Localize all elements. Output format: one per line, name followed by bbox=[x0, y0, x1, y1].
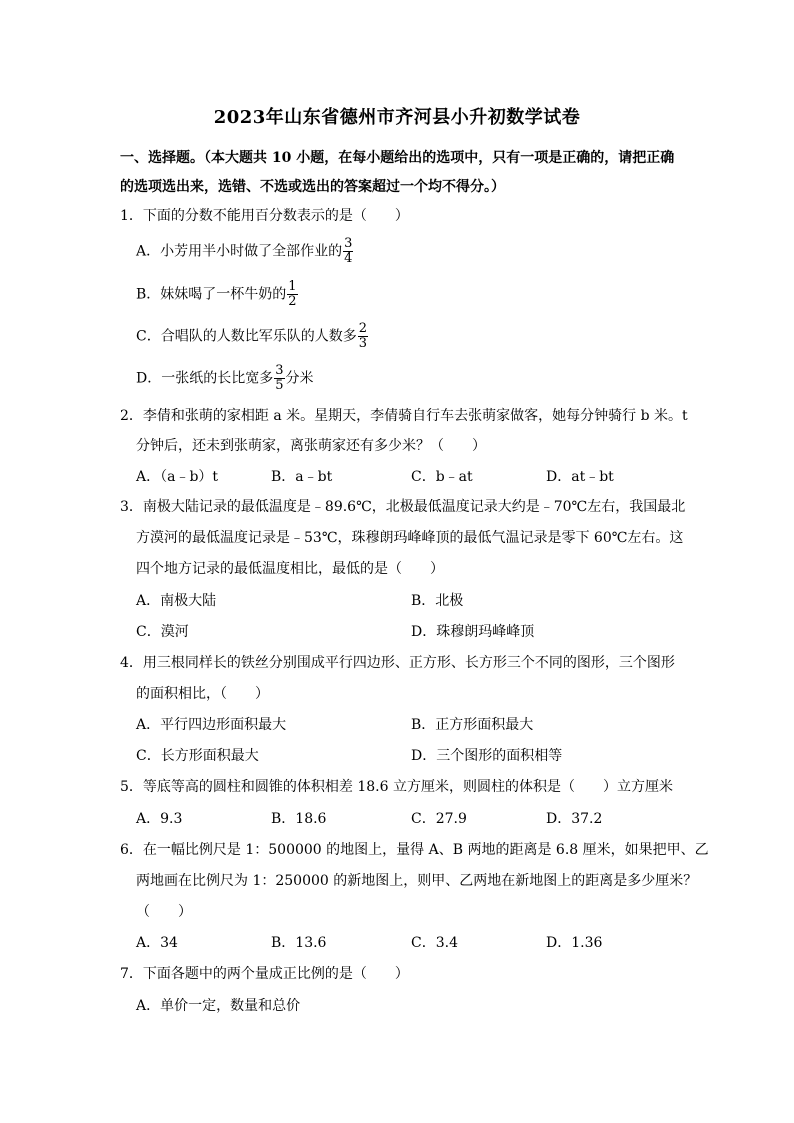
question-7-option-a: A．单价一定，数量和总价 bbox=[136, 998, 301, 1014]
option-text: C．合唱队的人数比军乐队的人数多 bbox=[136, 328, 357, 345]
fraction-denominator: 3 bbox=[358, 336, 367, 351]
question-6-option-d: D．1.36 bbox=[546, 935, 603, 951]
question-5-option-b: B．18.6 bbox=[271, 811, 327, 827]
fraction-numerator: 1 bbox=[288, 279, 297, 294]
fraction-numerator: 2 bbox=[358, 321, 367, 336]
question-7-line-1: 7．下面各题中的两个量成正比例的是（ ） bbox=[120, 966, 409, 982]
question-5-option-c: C．27.9 bbox=[411, 811, 467, 827]
question-2-option-a: A．（a﹣b）t bbox=[136, 469, 219, 485]
option-text: B．妹妹喝了一杯牛奶的 bbox=[136, 286, 287, 303]
question-3-option-a: A．南极大陆 bbox=[136, 593, 217, 609]
question-3-option-d: D．珠穆朗玛峰峰顶 bbox=[411, 624, 535, 640]
fraction bbox=[343, 237, 353, 266]
question-2-option-c: C．b﹣at bbox=[411, 469, 473, 485]
fraction bbox=[287, 280, 297, 309]
question-2-option-d: D．at﹣bt bbox=[546, 469, 614, 485]
question-6-option-c: C．3.4 bbox=[411, 935, 458, 951]
question-4-line-1: 4．用三根同样长的铁丝分别围成平行四边形、正方形、长方形三个不同的图形，三个图形 bbox=[120, 655, 675, 671]
question-3-option-b: B．北极 bbox=[411, 593, 464, 609]
question-5-option-d: D．37.2 bbox=[546, 811, 603, 827]
question-6-line-2: 两地画在比例尺为 1：250000 的新地图上，则甲、乙两地在新地图上的距离是多少厘米？ bbox=[136, 873, 698, 889]
fraction-numerator: 3 bbox=[344, 236, 353, 251]
question-5-option-a: A．9.3 bbox=[136, 811, 183, 827]
fraction-denominator: 2 bbox=[288, 294, 297, 309]
option-text: D．一张纸的长比宽多 bbox=[136, 370, 274, 387]
question-4-option-a: A．平行四边形面积最大 bbox=[136, 717, 287, 733]
question-3-line-1: 3．南极大陆记录的最低温度是﹣89.6℃，北极最低温度记录大约是﹣70℃左右，我国最北 bbox=[120, 499, 686, 515]
question-2-line-1: 2．李倩和张萌的家相距 a 米。星期天，李倩骑自行车去张萌家做客，她每分钟骑行 b 米。t bbox=[120, 408, 688, 424]
question-1-option-b bbox=[136, 280, 299, 309]
question-6-option-a: A．34 bbox=[136, 935, 178, 951]
question-3-line-3: 四个地方记录的最低温度相比，最低的是（ ） bbox=[136, 561, 444, 577]
question-4-option-d: D．三个图形的面积相等 bbox=[411, 748, 563, 764]
question-3-option-c: C．漠河 bbox=[136, 624, 189, 640]
exam-title: 2023年山东省德州市齐河县小升初数学试卷 bbox=[213, 107, 581, 128]
question-6-line-1: 6．在一幅比例尺是 1：500000 的地图上，量得 A、B 两地的距离是 6.8 厘米，如果把甲、乙 bbox=[120, 842, 709, 858]
question-6-option-b: B．13.6 bbox=[271, 935, 327, 951]
section-heading-line-1: 一、选择题。（本大题共 10 小题，在每小题给出的选项中，只有一项是正确的，请把正确 bbox=[120, 150, 675, 166]
fraction-denominator: 4 bbox=[344, 251, 353, 266]
question-1-option-d bbox=[136, 364, 314, 393]
fraction-numerator: 3 bbox=[275, 363, 284, 378]
section-heading-line-2: 的选项选出来，选错、不选或选出的答案超过一个均不得分。） bbox=[120, 179, 505, 195]
question-2-option-b: B．a﹣bt bbox=[271, 469, 333, 485]
option-suffix: 分米 bbox=[285, 370, 314, 387]
question-1-stem: 1．下面的分数不能用百分数表示的是（ ） bbox=[120, 208, 409, 224]
fraction bbox=[358, 322, 368, 351]
fraction-denominator: 5 bbox=[275, 378, 284, 393]
fraction bbox=[274, 364, 284, 393]
question-4-option-c: C．长方形面积最大 bbox=[136, 748, 259, 764]
question-5-line-1: 5．等底等高的圆柱和圆锥的体积相差 18.6 立方厘米，则圆柱的体积是（ ）立方厘米 bbox=[120, 779, 673, 795]
question-4-line-2: 的面积相比，（ ） bbox=[136, 686, 269, 702]
question-1-option-a bbox=[136, 237, 354, 266]
question-2-line-2: 分钟后，还未到张萌家，离张萌家还有多少米？（ ） bbox=[136, 438, 486, 454]
option-text: A．小芳用半小时做了全部作业的 bbox=[136, 243, 343, 260]
question-1-option-c bbox=[136, 322, 369, 351]
question-4-option-b: B．正方形面积最大 bbox=[411, 717, 534, 733]
question-6-line-3: （ ） bbox=[136, 904, 192, 920]
question-3-line-2: 方漠河的最低温度记录是﹣53℃，珠穆朗玛峰峰顶的最低气温记录是零下 60℃左右。这 bbox=[136, 530, 684, 546]
